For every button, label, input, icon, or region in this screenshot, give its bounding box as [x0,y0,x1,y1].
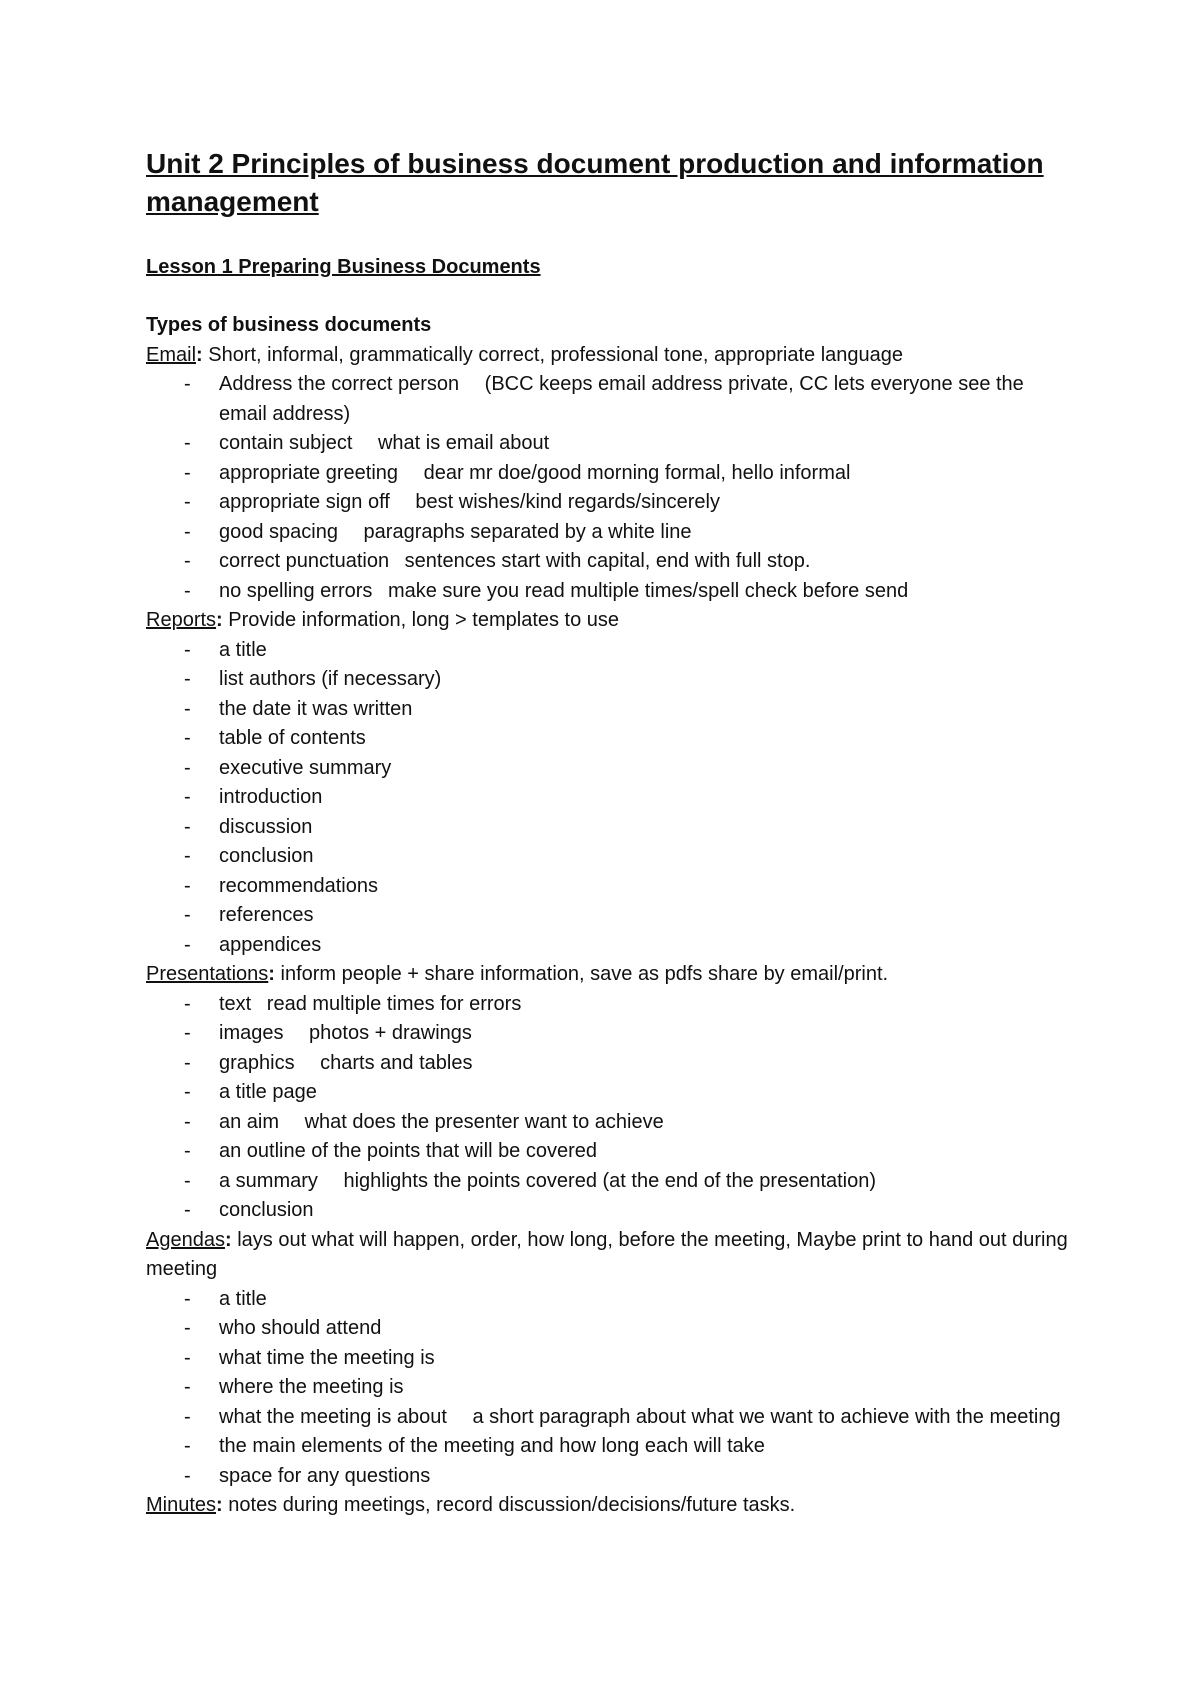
dash-bullet: - [184,874,191,897]
agendas-description: lays out what will happen, order, how long, before the meeting, Maybe print to hand out during meeting [146,1228,1068,1280]
list-item [146,813,1076,843]
agendas-label: Agendas [146,1228,225,1251]
list-item-text: appropriate greeting dear mr doe/good morning formal, hello informal [219,461,851,484]
list-item-text: contain subject what is email about [219,432,550,454]
dash-bullet: - [184,1110,191,1133]
list-item [146,754,1076,784]
list-item [146,1403,1076,1433]
list-item-text: graphics charts and tables [219,1051,473,1074]
list-item-text: who should attend [219,1317,382,1339]
list-item-text: a title page [219,1081,317,1103]
list-item-text: correct punctuation sentences start with capital, end with full stop. [219,550,811,572]
dash-bullet: - [184,1405,191,1428]
list-item [146,370,1076,429]
dash-bullet: - [184,1435,191,1457]
list-item [146,1344,1076,1374]
list-item [146,1432,1076,1462]
dash-bullet: - [184,845,191,867]
list-item [146,901,1076,931]
email-description: Short, informal, grammatically correct, professional tone, appropriate language [202,343,904,366]
list-item [146,1049,1076,1079]
document-title: Unit 2 Principles of business document production and information management [146,148,1044,217]
agendas-list [146,1285,1076,1492]
dash-bullet: - [184,1140,191,1162]
list-item [146,783,1076,813]
list-item [146,1108,1076,1138]
list-item-text: what the meeting is about a short paragraph about what we want to achieve with the meeting [219,1405,1061,1428]
dash-bullet: - [184,461,191,484]
dash-bullet: - [184,579,191,602]
dash-bullet: - [184,933,191,956]
document-content [146,145,1076,1521]
dash-bullet: - [184,1464,191,1487]
list-item-text: the date it was written [219,697,413,720]
list-item [146,931,1076,961]
reports-label: Reports [146,609,217,631]
dash-bullet: - [184,1199,191,1221]
dash-bullet: - [184,727,191,749]
minutes-paragraph [146,1491,1076,1521]
list-item [146,636,1076,666]
list-item [146,518,1076,548]
list-item [146,547,1076,577]
section-subheading: Types of business documents [146,314,432,336]
list-item [146,1196,1076,1226]
list-item-text: the main elements of the meeting and how long each will take [219,1435,765,1457]
dash-bullet: - [184,1317,191,1339]
list-item [146,1285,1076,1315]
minutes-colon: : [216,1494,223,1516]
list-item-text: an outline of the points that will be covered [219,1140,598,1162]
list-item-text: an aim what does the presenter want to achieve [219,1110,664,1133]
reports-paragraph [146,606,1076,636]
reports-list [146,636,1076,961]
list-item-text: no spelling errors make sure you read multiple times/spell check before send [219,579,909,602]
dash-bullet: - [184,1051,191,1074]
list-item-text: discussion [219,815,313,838]
list-item [146,724,1076,754]
list-item-text: references [219,904,314,926]
list-item [146,429,1076,459]
agendas-paragraph [146,1226,1076,1285]
list-item-text: introduction [219,786,323,808]
list-item-text: conclusion [219,1199,314,1221]
list-item-text: appropriate sign off best wishes/kind regards/sincerely [219,491,720,513]
dash-bullet: - [184,1022,191,1044]
dash-bullet: - [184,1376,191,1398]
list-item-text: conclusion [219,845,314,867]
list-item [146,665,1076,695]
list-item-text: text read multiple times for errors [219,992,522,1015]
list-item-text: a summary highlights the points covered (at the end of the presentation) [219,1169,877,1192]
agendas-colon: : [224,1228,232,1251]
list-item-text: recommendations [219,874,378,897]
list-item-text: good spacing paragraphs separated by a white line [219,520,692,543]
list-item [146,1137,1076,1167]
list-item [146,577,1076,607]
email-paragraph [146,341,1076,371]
list-item-text: list authors (if necessary) [219,668,442,690]
dash-bullet: - [184,638,191,661]
dash-bullet: - [184,992,191,1015]
list-item [146,842,1076,872]
dash-bullet: - [184,815,191,838]
dash-bullet: - [184,1081,191,1103]
list-item-text: executive summary [219,756,392,779]
presentations-colon: : [268,963,275,985]
dash-bullet: - [184,432,191,454]
list-item-text: images photos + drawings [219,1022,472,1044]
dash-bullet: - [184,373,191,395]
dash-bullet: - [184,1287,191,1310]
list-item-text: what time the meeting is [219,1346,435,1369]
dash-bullet: - [184,1346,191,1369]
list-item [146,1078,1076,1108]
list-item [146,872,1076,902]
list-item [146,695,1076,725]
dash-bullet: - [184,550,191,572]
list-item [146,1373,1076,1403]
dash-bullet: - [184,668,191,690]
lesson-heading: Lesson 1 Preparing Business Documents [146,256,541,278]
dash-bullet: - [184,491,191,513]
dash-bullet: - [184,904,191,926]
presentations-paragraph [146,960,1076,990]
reports-colon: : [216,609,223,631]
list-item-text: table of contents [219,727,366,749]
email-colon: : [196,343,203,366]
email-list [146,370,1076,606]
list-item [146,488,1076,518]
list-item-text: a title [219,638,267,661]
dash-bullet: - [184,1169,191,1192]
list-item-text: Address the correct person (BCC keeps email address private, CC lets everyone see the email address) [219,373,1024,425]
dash-bullet: - [184,786,191,808]
presentations-list [146,990,1076,1226]
presentations-description: inform people + share information, save as pdfs share by email/print. [274,963,889,985]
list-item-text: space for any questions [219,1464,431,1487]
reports-description: Provide information, long > templates to use [222,609,620,631]
dash-bullet: - [184,697,191,720]
list-item-text: a title [219,1287,267,1310]
minutes-description: notes during meetings, record discussion/decisions/future tasks. [222,1494,796,1516]
list-item [146,1314,1076,1344]
list-item-text: appendices [219,933,322,956]
email-label: Email [146,343,197,366]
list-item [146,1019,1076,1049]
minutes-label: Minutes [146,1494,217,1516]
list-item [146,1167,1076,1197]
list-item [146,1462,1076,1492]
list-item-text: where the meeting is [219,1376,404,1398]
presentations-label: Presentations [146,963,269,985]
dash-bullet: - [184,756,191,779]
list-item [146,459,1076,489]
dash-bullet: - [184,520,191,543]
list-item [146,990,1076,1020]
